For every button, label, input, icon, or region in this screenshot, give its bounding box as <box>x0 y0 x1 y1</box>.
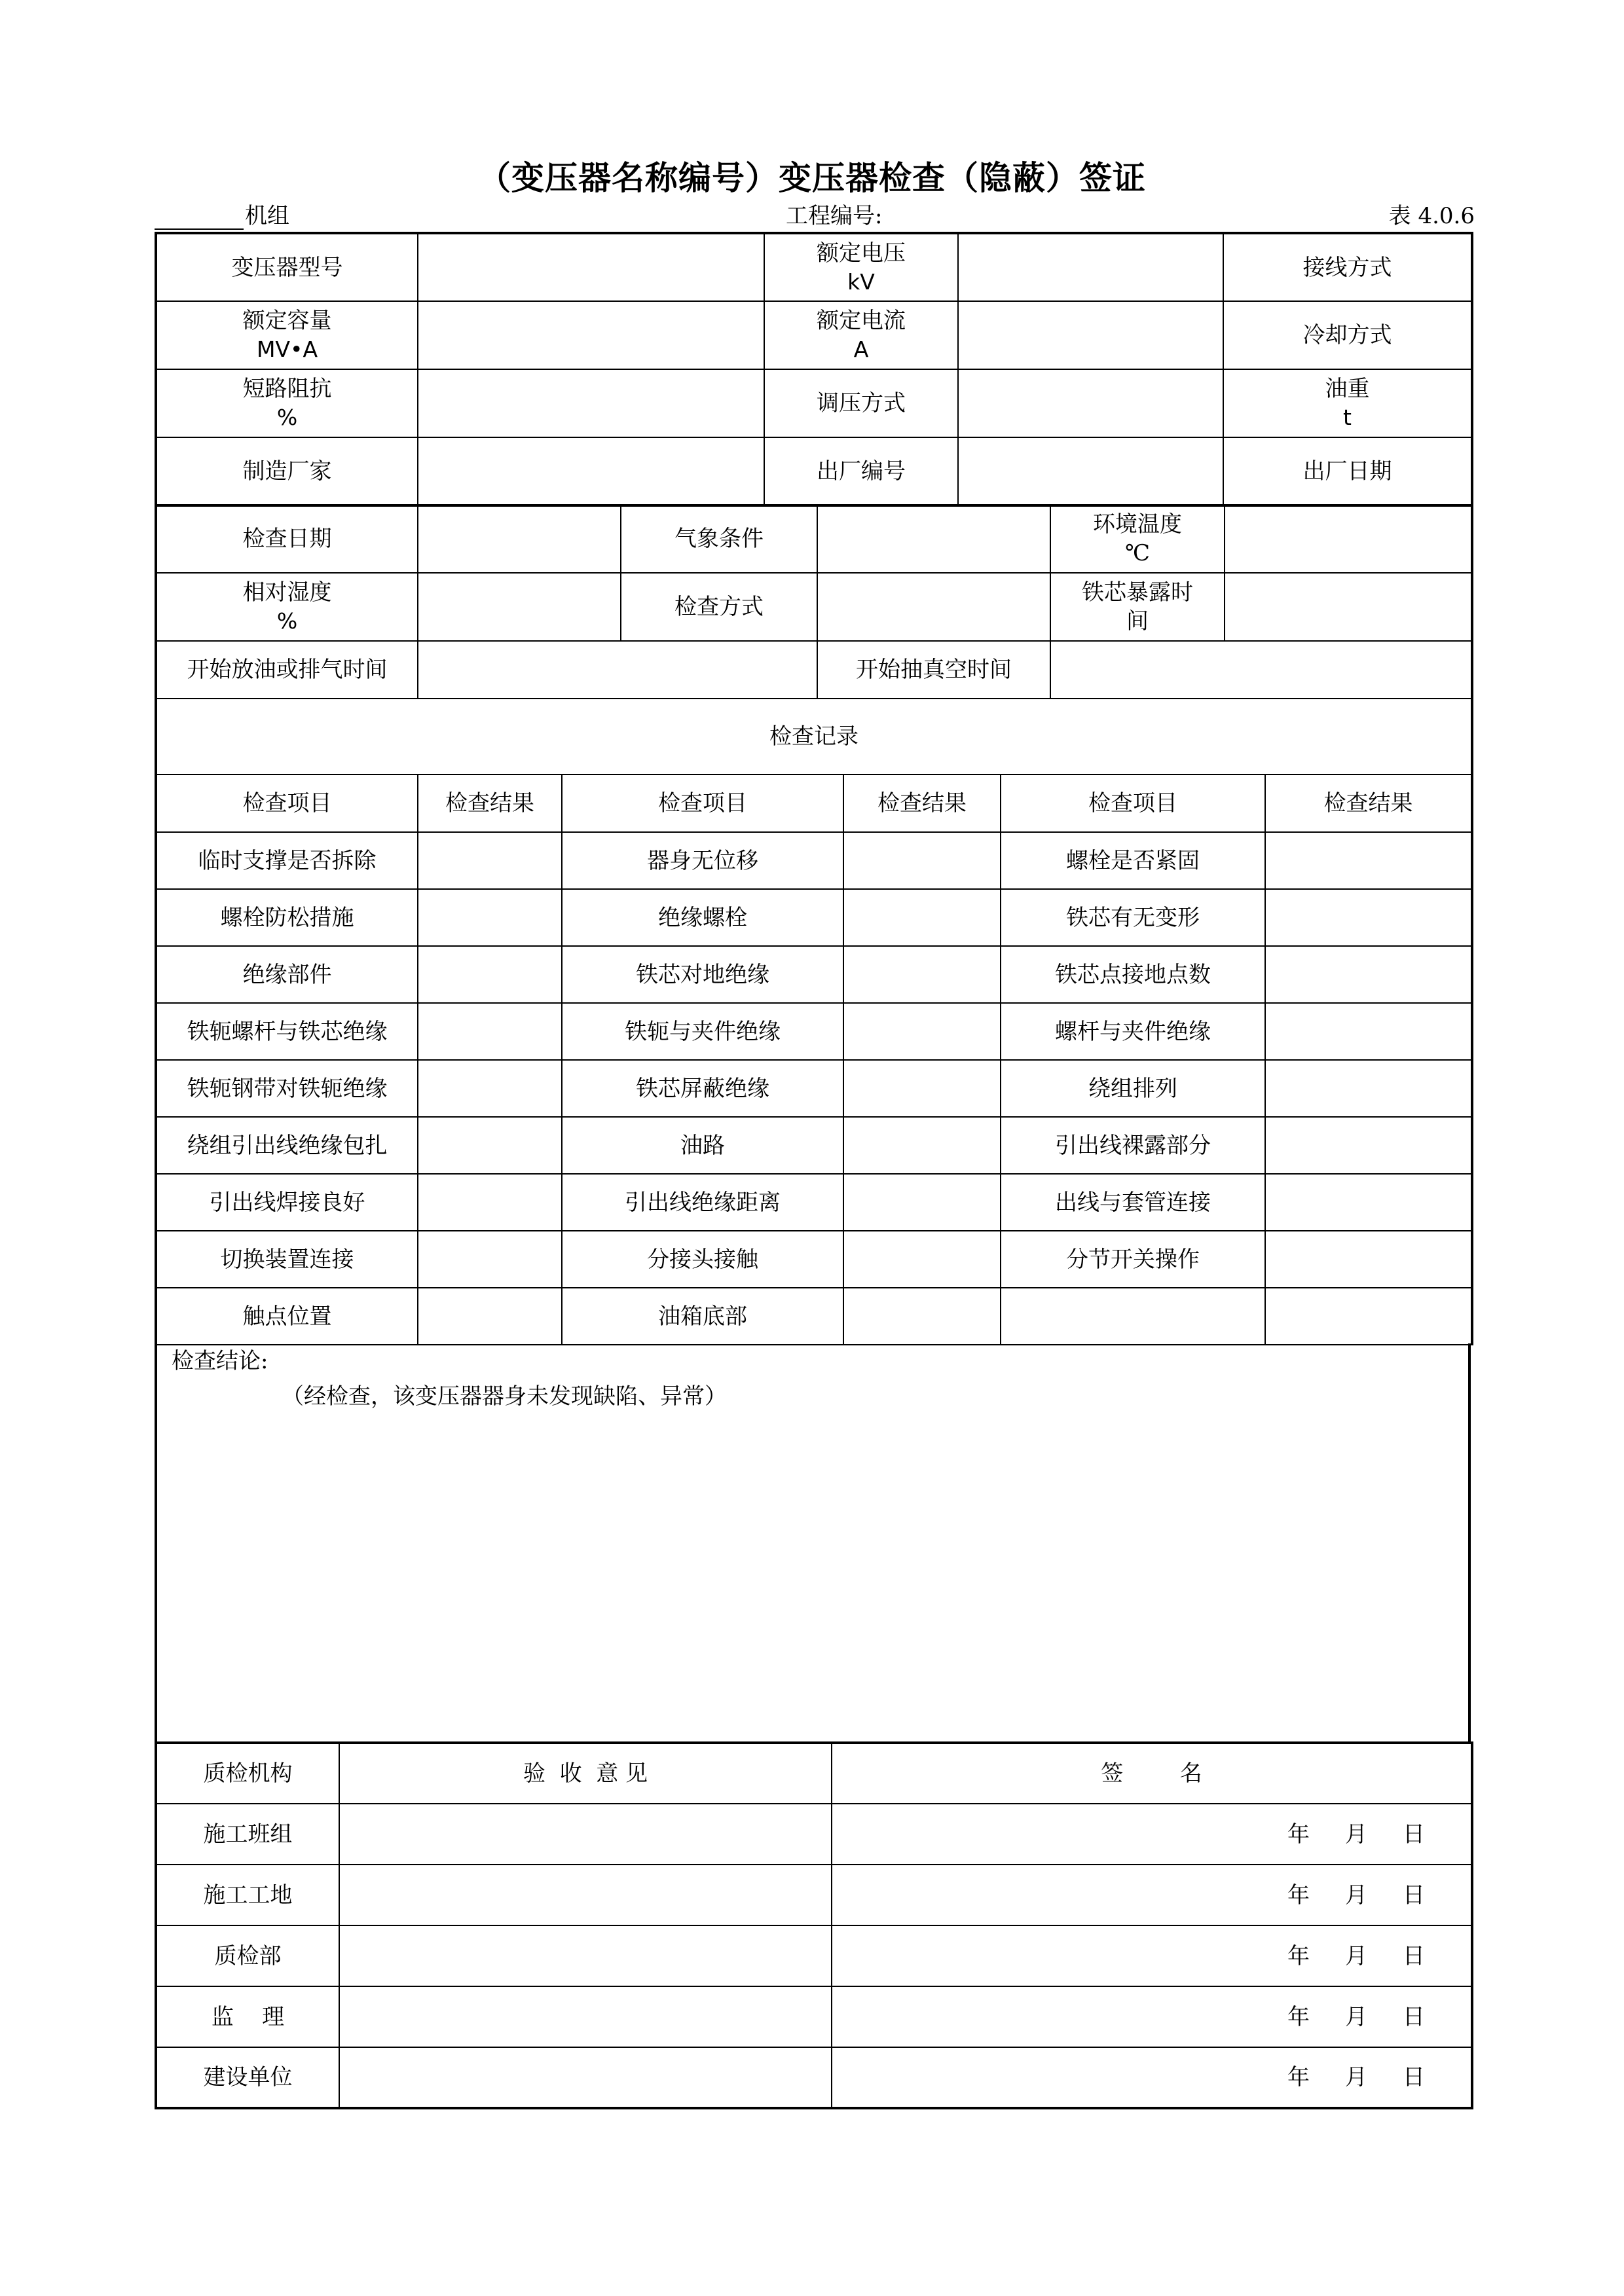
record-row <box>156 1231 1472 1288</box>
project-number-label: 工程编号: <box>786 203 883 229</box>
record-result[interactable] <box>1265 1231 1472 1288</box>
record-item: 切换装置连接 <box>156 1231 418 1288</box>
label-manufacture-date: 出厂日期 <box>1223 437 1472 505</box>
record-item: 引出线焊接良好 <box>156 1174 418 1231</box>
record-result[interactable] <box>418 946 562 1003</box>
info-row <box>156 369 1472 437</box>
record-item: 绕组排列 <box>1001 1060 1265 1117</box>
conclusion-text: （经检查，该变压器器身未发现缺陷、异常） <box>282 1383 727 1410</box>
timing-table <box>155 640 1473 775</box>
record-item: 铁芯点接地点数 <box>1001 946 1265 1003</box>
record-item: 出线与套管连接 <box>1001 1174 1265 1231</box>
label-ambient-temp: 环境温度 ℃ <box>1050 505 1225 573</box>
info-row <box>156 641 1472 699</box>
label-rated-current: 额定电流 A <box>764 301 958 369</box>
label-oil-weight: 油重 t <box>1223 369 1472 437</box>
info-row <box>156 573 1472 641</box>
record-item: 分节开关操作 <box>1001 1231 1265 1288</box>
date-day: 日 <box>1403 1821 1425 1848</box>
value-rated-capacity[interactable] <box>418 301 764 369</box>
record-result[interactable] <box>418 1003 562 1060</box>
record-result[interactable] <box>418 1174 562 1231</box>
label-voltage-regulation: 调压方式 <box>764 369 958 437</box>
form-number: 表 4.0.6 <box>1388 203 1475 229</box>
record-result[interactable] <box>418 1060 562 1117</box>
label-inspection-method: 检查方式 <box>621 573 817 641</box>
inspection-table <box>155 232 1473 507</box>
label-vacuum-time: 开始抽真空时间 <box>817 641 1050 699</box>
signoff-opinion[interactable] <box>339 1925 832 1986</box>
record-item <box>1001 1288 1265 1345</box>
record-item: 铁芯有无变形 <box>1001 889 1265 946</box>
value-voltage-regulation[interactable] <box>958 369 1223 437</box>
record-item: 铁轭与夹件绝缘 <box>562 1003 843 1060</box>
record-table <box>155 774 1473 1345</box>
date-day: 日 <box>1403 1942 1425 1969</box>
signoff-row <box>156 1804 1472 1865</box>
col-result-1: 检查结果 <box>418 774 562 832</box>
value-transformer-model[interactable] <box>418 233 764 301</box>
signoff-signature-date[interactable] <box>832 1865 1472 1925</box>
record-item: 绝缘螺栓 <box>562 889 843 946</box>
label-connection: 接线方式 <box>1223 233 1472 301</box>
date-month: 月 <box>1345 1942 1367 1969</box>
col-result-3: 检查结果 <box>1265 774 1472 832</box>
signoff-signature-date[interactable] <box>832 1925 1472 1986</box>
record-result[interactable] <box>1265 1060 1472 1117</box>
record-row <box>156 1060 1472 1117</box>
info-row <box>156 505 1472 573</box>
record-result[interactable] <box>1265 946 1472 1003</box>
record-item: 铁轭螺杆与铁芯绝缘 <box>156 1003 418 1060</box>
value-weather[interactable] <box>817 505 1050 573</box>
record-item: 螺栓是否紧固 <box>1001 832 1265 889</box>
value-oil-drain-time[interactable] <box>418 641 817 699</box>
record-item: 铁轭钢带对铁轭绝缘 <box>156 1060 418 1117</box>
value-inspection-method[interactable] <box>817 573 1050 641</box>
date-year: 年 <box>1287 2003 1310 2030</box>
record-result[interactable] <box>843 1117 1001 1174</box>
col-result-2: 检查结果 <box>843 774 1001 832</box>
signoff-org: 施工工地 <box>156 1865 339 1925</box>
label-rated-voltage: 额定电压 kV <box>764 233 958 301</box>
value-serial-no[interactable] <box>958 437 1223 505</box>
record-result[interactable] <box>1265 1003 1472 1060</box>
date-year: 年 <box>1287 1882 1310 1908</box>
label-transformer-model: 变压器型号 <box>156 233 418 301</box>
record-row <box>156 1117 1472 1174</box>
signoff-body <box>156 1804 1472 2108</box>
signoff-org: 建设单位 <box>156 2047 339 2108</box>
unit-blank[interactable] <box>155 209 244 230</box>
label-humidity: 相对湿度 % <box>156 573 418 641</box>
date-month: 月 <box>1345 2064 1367 2090</box>
date-month: 月 <box>1345 1821 1367 1848</box>
record-item: 临时支撑是否拆除 <box>156 832 418 889</box>
record-item: 触点位置 <box>156 1288 418 1345</box>
signoff-opinion[interactable] <box>339 1804 832 1865</box>
signoff-col-org: 质检机构 <box>156 1743 339 1804</box>
signoff-opinion[interactable] <box>339 1986 832 2047</box>
record-item: 引出线裸露部分 <box>1001 1117 1265 1174</box>
unit-suffix: 机组 <box>245 203 289 229</box>
record-item: 绝缘部件 <box>156 946 418 1003</box>
value-short-circuit[interactable] <box>418 369 764 437</box>
unit-field <box>155 198 289 230</box>
record-result[interactable] <box>418 832 562 889</box>
record-result[interactable] <box>1265 1288 1472 1345</box>
label-rated-capacity: 额定容量 MV•A <box>156 301 418 369</box>
signoff-row <box>156 1925 1472 1986</box>
col-item-3: 检查项目 <box>1001 774 1265 832</box>
record-item: 油路 <box>562 1117 843 1174</box>
label-oil-drain-time: 开始放油或排气时间 <box>156 641 418 699</box>
record-result[interactable] <box>843 1060 1001 1117</box>
info-row <box>156 233 1472 301</box>
label-short-circuit: 短路阻抗 % <box>156 369 418 437</box>
record-row <box>156 832 1472 889</box>
signoff-org: 质检部 <box>156 1925 339 1986</box>
label-inspection-date: 检查日期 <box>156 505 418 573</box>
signoff-row <box>156 1986 1472 2047</box>
record-result[interactable] <box>418 1288 562 1345</box>
record-row <box>156 1288 1472 1345</box>
signoff-header-row <box>156 1743 1472 1804</box>
record-item: 铁芯对地绝缘 <box>562 946 843 1003</box>
signoff-col-opinion: 验 收 意 见 <box>339 1743 832 1804</box>
value-vacuum-time[interactable] <box>1050 641 1472 699</box>
record-row <box>156 889 1472 946</box>
date-month: 月 <box>1345 1882 1367 1908</box>
signoff-col-sign: 签 名 <box>832 1743 1472 1804</box>
signoff-table <box>155 1741 1473 2109</box>
record-item: 螺栓防松措施 <box>156 889 418 946</box>
value-rated-voltage[interactable] <box>958 233 1223 301</box>
page-title: （变压器名称编号）变压器检查（隐蔽）签证 <box>478 159 1146 197</box>
record-result[interactable] <box>1265 1174 1472 1231</box>
date-month: 月 <box>1345 2003 1367 2030</box>
date-day: 日 <box>1403 2064 1425 2090</box>
record-item: 油箱底部 <box>562 1288 843 1345</box>
signoff-opinion[interactable] <box>339 2047 832 2108</box>
record-result[interactable] <box>843 1174 1001 1231</box>
record-item: 铁芯屏蔽绝缘 <box>562 1060 843 1117</box>
col-item-2: 检查项目 <box>562 774 843 832</box>
record-result[interactable] <box>418 889 562 946</box>
value-rated-current[interactable] <box>958 301 1223 369</box>
record-result[interactable] <box>843 946 1001 1003</box>
record-result[interactable] <box>843 1231 1001 1288</box>
record-title-row <box>156 699 1472 774</box>
record-result[interactable] <box>1265 1117 1472 1174</box>
label-weather: 气象条件 <box>621 505 817 573</box>
signoff-org: 监 理 <box>156 1986 339 2047</box>
record-result[interactable] <box>843 832 1001 889</box>
signoff-row <box>156 2047 1472 2108</box>
value-inspection-date[interactable] <box>418 505 621 573</box>
date-year: 年 <box>1287 1942 1310 1969</box>
value-humidity[interactable] <box>418 573 621 641</box>
record-result[interactable] <box>1265 832 1472 889</box>
inspection-conditions-table <box>155 504 1473 642</box>
record-body <box>156 832 1472 1345</box>
record-item: 绕组引出线绝缘包扎 <box>156 1117 418 1174</box>
info-row <box>156 301 1472 369</box>
date-day: 日 <box>1403 2003 1425 2030</box>
record-row <box>156 946 1472 1003</box>
record-title: 检查记录 <box>156 699 1472 774</box>
record-result[interactable] <box>418 1117 562 1174</box>
conclusion-label: 检查结论: <box>172 1348 268 1374</box>
signoff-signature-date[interactable] <box>832 1986 1472 2047</box>
record-item: 引出线绝缘距离 <box>562 1174 843 1231</box>
signoff-opinion[interactable] <box>339 1865 832 1925</box>
signoff-signature-date[interactable] <box>832 2047 1472 2108</box>
label-core-exposure: 铁芯暴露时 间 <box>1050 573 1225 641</box>
col-item-1: 检查项目 <box>156 774 418 832</box>
label-serial-no: 出厂编号 <box>764 437 958 505</box>
record-row <box>156 1003 1472 1060</box>
value-manufacturer[interactable] <box>418 437 764 505</box>
record-result[interactable] <box>843 889 1001 946</box>
record-result[interactable] <box>1265 889 1472 946</box>
value-core-exposure[interactable] <box>1225 573 1472 641</box>
record-result[interactable] <box>843 1288 1001 1345</box>
conclusion-box[interactable] <box>155 1343 1471 1741</box>
record-row <box>156 1174 1472 1231</box>
record-result[interactable] <box>843 1003 1001 1060</box>
date-year: 年 <box>1287 1821 1310 1848</box>
value-ambient-temp[interactable] <box>1225 505 1472 573</box>
date-year: 年 <box>1287 2064 1310 2090</box>
signoff-signature-date[interactable] <box>832 1804 1472 1865</box>
signoff-org: 施工班组 <box>156 1804 339 1865</box>
record-result[interactable] <box>418 1231 562 1288</box>
record-header-row <box>156 774 1472 832</box>
record-item: 分接头接触 <box>562 1231 843 1288</box>
label-manufacturer: 制造厂家 <box>156 437 418 505</box>
record-item: 螺杆与夹件绝缘 <box>1001 1003 1265 1060</box>
signoff-row <box>156 1865 1472 1925</box>
record-item: 器身无位移 <box>562 832 843 889</box>
label-cooling: 冷却方式 <box>1223 301 1472 369</box>
date-day: 日 <box>1403 1882 1425 1908</box>
info-row <box>156 437 1472 505</box>
